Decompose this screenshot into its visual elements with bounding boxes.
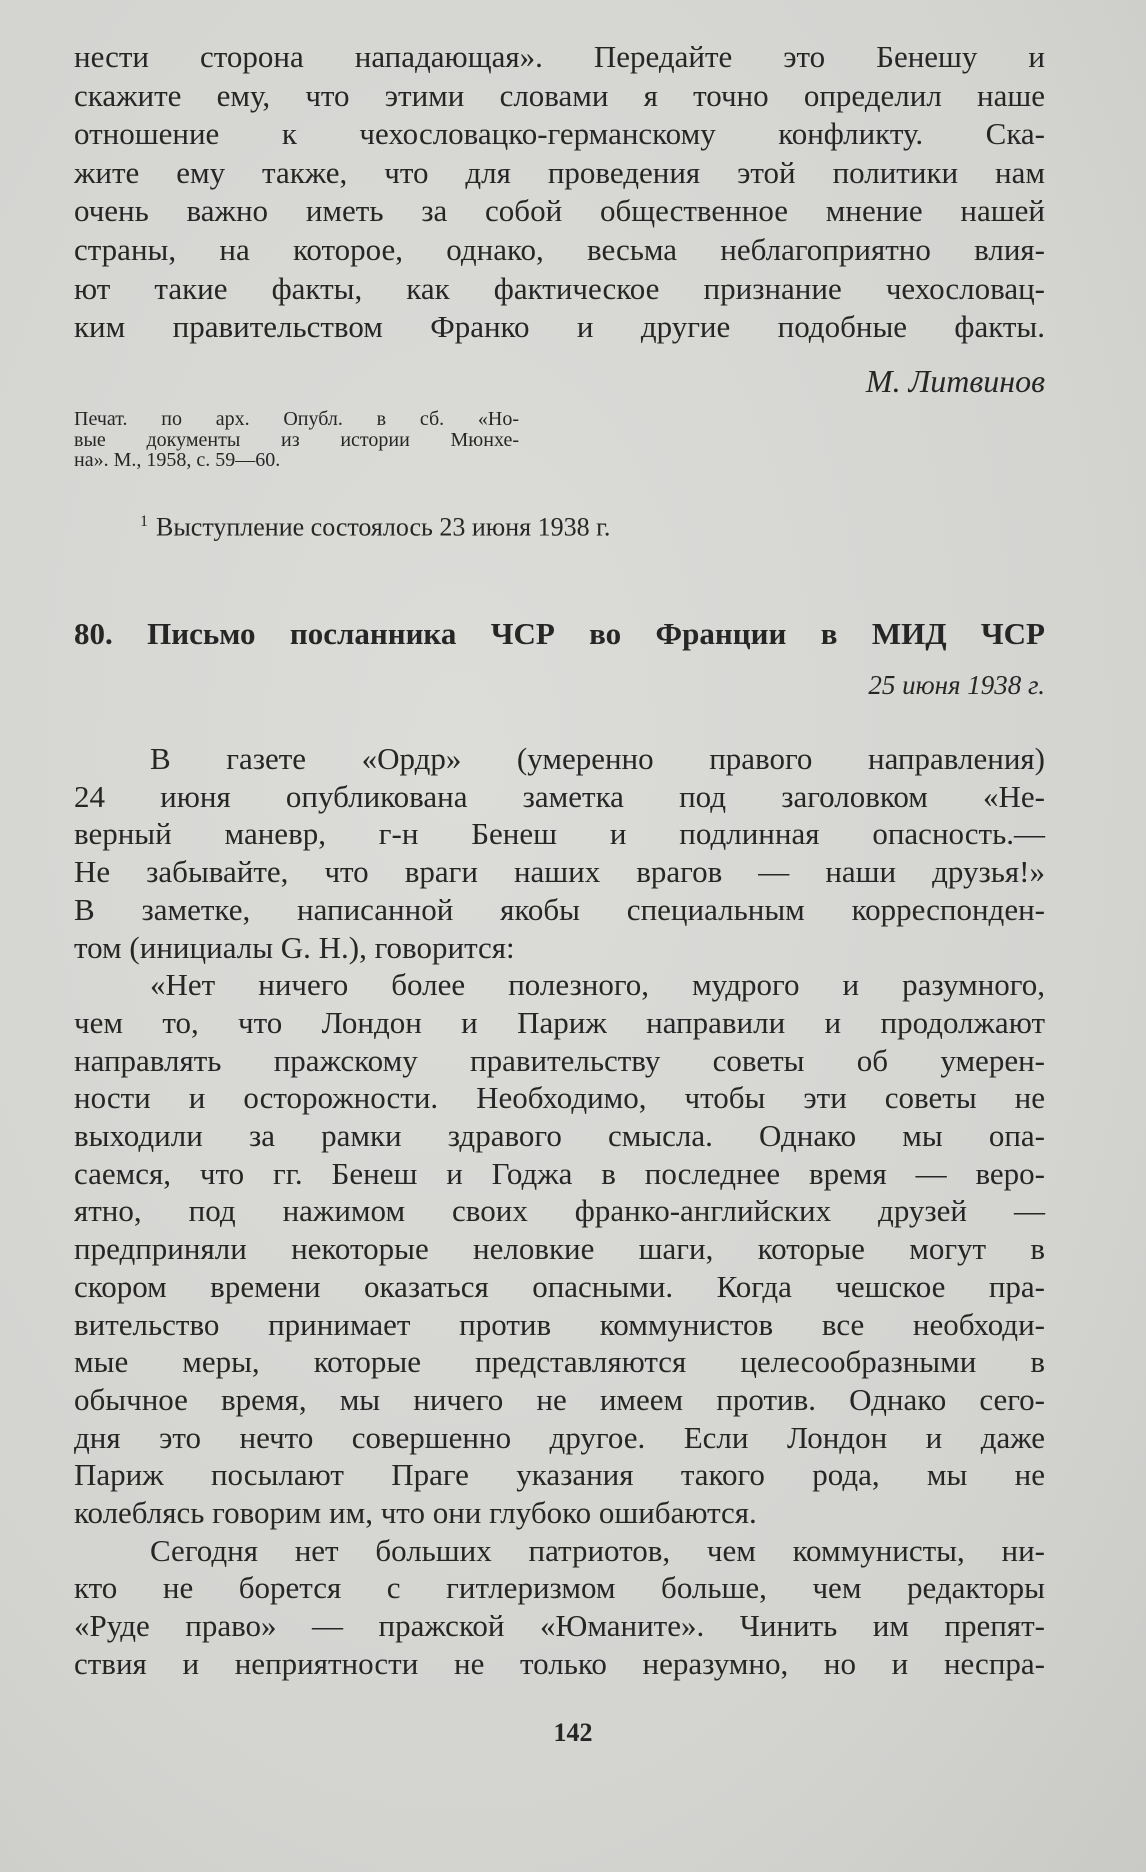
text-line: ствия и неприятности не только неразумно, но и неспра- [74,1645,1045,1681]
text-line: предприняли некоторые неловкие шаги, которые могут в [74,1231,1045,1267]
footnote-text: Выступление состоялось 23 июня 1938 г. [156,512,611,542]
source-note-line: на». М., 1958, с. 59—60. [74,449,281,471]
text-line: скором времени оказаться опасными. Когда чешское пра- [74,1268,1045,1304]
text-line: жите ему также, что для проведения этой политики нам [74,154,1045,190]
text-line: вительство принимает против коммунистов все необходи- [74,1306,1045,1342]
text-line: чем то, что Лондон и Париж направили и продолжают [74,1004,1045,1040]
text-line: В заметке, написанной якобы специальным корреспонден- [74,891,1045,927]
text-line: отношение к чехословацко-германскому конфликту. Ска- [74,116,1045,152]
text-line: страны, на которое, однако, весьма неблагоприятно влия- [74,232,1045,267]
text-line: том (инициалы G. H.), говорится: [74,929,515,965]
source-note-line: вые документы из истории Мюнхе- [74,428,519,451]
signature: М. Литвинов [865,363,1045,399]
document-heading: 80. Письмо посланника ЧСР во Франции в МИД ЧСР [74,616,1045,651]
text-line: скажите ему, что этими словами я точно определил наше [74,77,1045,113]
footnote-marker: 1 [140,513,148,530]
text-line: ятно, под нажимом своих франко-английских друзей — [74,1193,1045,1229]
text-line: Не забывайте, что враги наших врагов — наши друзья!» [74,854,1045,890]
text-line: Сегодня нет больших патриотов, чем коммунисты, ни- [150,1532,1045,1568]
text-line: «Нет ничего более полезного, мудрого и разумного, [150,967,1045,1003]
text-line: колеблясь говорим им, что они глубоко ошибаются. [74,1495,757,1530]
text-line: кто не борется с гитлеризмом больше, чем редакторы [74,1570,1045,1606]
text-line: очень важно иметь за собой общественное мнение нашей [74,193,1045,229]
text-line: направлять пражскому правительству советы об умерен- [74,1042,1045,1078]
text-line: выходили за рамки здравого смысла. Однако мы опа- [74,1118,1045,1153]
text-line: ют такие факты, как фактическое признание чехословац- [74,270,1045,306]
text-line: «Руде право» — пражской «Юманите». Чинить им препят- [74,1608,1045,1644]
text-line: нести сторона нападающая». Передайте это Бенешу и [74,39,1045,74]
source-note-line: Печат. по арх. Опубл. в сб. «Но- [74,408,519,430]
text-line: В газете «Ордр» (умеренно правого направления) [150,741,1045,776]
text-line: Париж посылают Праге указания такого рода, мы не [74,1457,1045,1493]
text-line: обычное время, мы ничего не имеем против. Однако сего- [74,1381,1045,1417]
footnote [140,505,610,545]
text-line: 24 июня опубликована заметка под заголовком «Не- [74,778,1045,814]
text-line: дня это нечто совершенно другое. Если Лондон и даже [74,1419,1045,1455]
text-line: ности и осторожности. Необходимо, чтобы эти советы не [74,1080,1045,1116]
text-line: верный маневр, г-н Бенеш и подлинная опасность.— [74,816,1045,852]
text-line: мые меры, которые представляются целесообразными в [74,1344,1045,1380]
text-line: саемся, что гг. Бенеш и Годжа в последнее время — веро- [74,1155,1045,1191]
document-date: 25 июня 1938 г. [868,670,1045,700]
text-line: ким правительством Франко и другие подобные факты. [74,309,1045,345]
page-number: 142 [553,1718,593,1747]
